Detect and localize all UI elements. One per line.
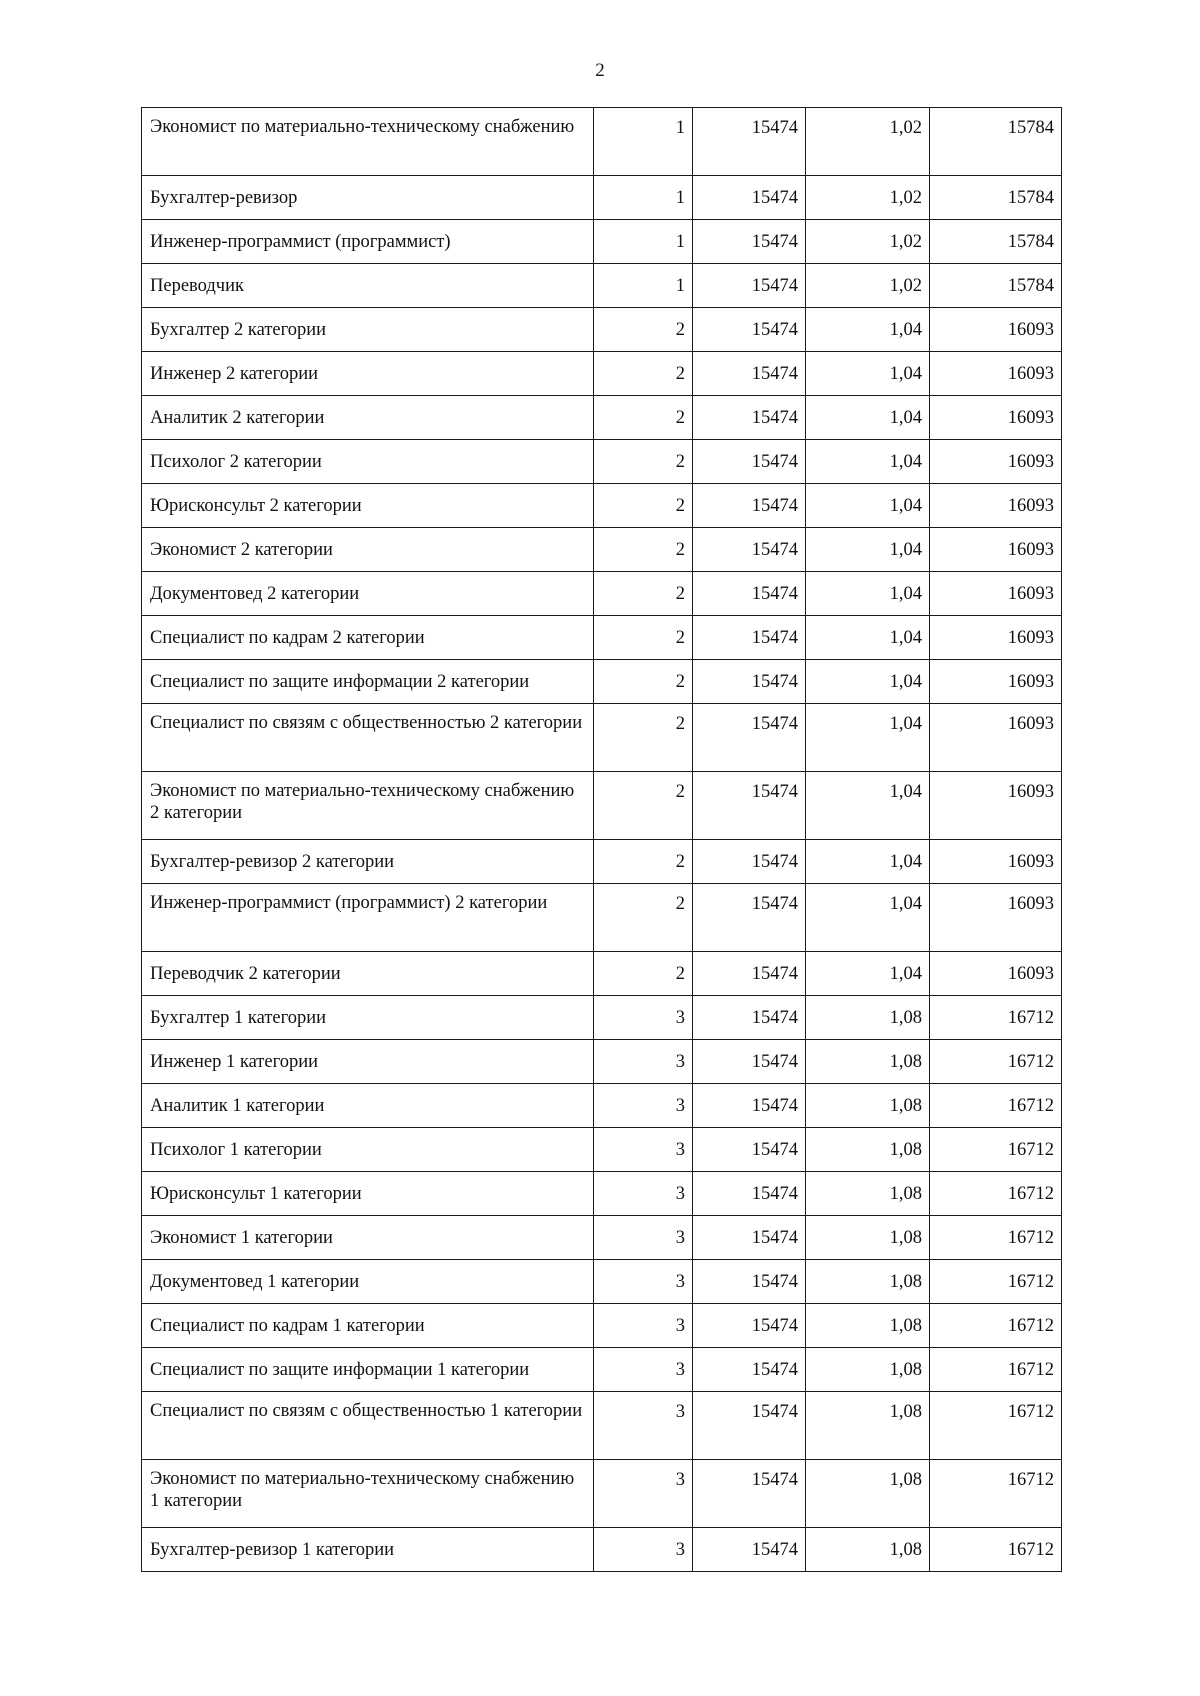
coefficient-cell: 1,04: [806, 884, 930, 952]
base-salary-cell: 15474: [693, 996, 806, 1040]
coefficient-cell: 1,02: [806, 264, 930, 308]
base-salary-cell: 15474: [693, 840, 806, 884]
coefficient-cell: 1,08: [806, 996, 930, 1040]
base-salary-cell: 15474: [693, 264, 806, 308]
position-name-cell: Инженер 2 категории: [142, 352, 594, 396]
coefficient-cell: 1,08: [806, 1084, 930, 1128]
table-row: [142, 352, 1062, 396]
position-name-cell: Бухгалтер-ревизор 1 категории: [142, 1528, 594, 1572]
salary-cell: 15784: [930, 264, 1062, 308]
qualification-level-cell: 2: [594, 308, 693, 352]
salary-cell: 16712: [930, 1304, 1062, 1348]
salary-cell: 16093: [930, 484, 1062, 528]
base-salary-cell: 15474: [693, 528, 806, 572]
base-salary-cell: 15474: [693, 772, 806, 840]
table-row: [142, 1128, 1062, 1172]
coefficient-cell: 1,02: [806, 176, 930, 220]
table-row: [142, 1172, 1062, 1216]
position-name-cell: Экономист по материально-техническому снабжению: [142, 108, 594, 176]
position-name-cell: Специалист по защите информации 2 категории: [142, 660, 594, 704]
table-row: [142, 440, 1062, 484]
table-row: [142, 952, 1062, 996]
salary-cell: 15784: [930, 108, 1062, 176]
table-row: [142, 176, 1062, 220]
qualification-level-cell: 2: [594, 440, 693, 484]
position-name-cell: Инженер 1 категории: [142, 1040, 594, 1084]
table-row: [142, 1392, 1062, 1460]
table-row: [142, 1304, 1062, 1348]
position-name-cell: Специалист по связям с общественностью 2 категории: [142, 704, 594, 772]
qualification-level-cell: 3: [594, 1216, 693, 1260]
coefficient-cell: 1,04: [806, 772, 930, 840]
coefficient-cell: 1,04: [806, 440, 930, 484]
salary-cell: 16093: [930, 840, 1062, 884]
salary-cell: 16712: [930, 1392, 1062, 1460]
salary-table: [141, 107, 1062, 1572]
qualification-level-cell: 2: [594, 484, 693, 528]
base-salary-cell: 15474: [693, 352, 806, 396]
coefficient-cell: 1,08: [806, 1260, 930, 1304]
position-name-cell: Аналитик 2 категории: [142, 396, 594, 440]
base-salary-cell: 15474: [693, 1216, 806, 1260]
position-name-cell: Специалист по кадрам 2 категории: [142, 616, 594, 660]
coefficient-cell: 1,04: [806, 840, 930, 884]
coefficient-cell: 1,04: [806, 528, 930, 572]
table-row: [142, 1084, 1062, 1128]
table-row: [142, 996, 1062, 1040]
salary-cell: 15784: [930, 220, 1062, 264]
table-row: [142, 772, 1062, 840]
salary-cell: 16093: [930, 396, 1062, 440]
salary-cell: 16093: [930, 884, 1062, 952]
coefficient-cell: 1,02: [806, 220, 930, 264]
base-salary-cell: 15474: [693, 952, 806, 996]
coefficient-cell: 1,08: [806, 1392, 930, 1460]
table-row: [142, 660, 1062, 704]
qualification-level-cell: 3: [594, 1304, 693, 1348]
base-salary-cell: 15474: [693, 1348, 806, 1392]
base-salary-cell: 15474: [693, 1260, 806, 1304]
salary-cell: 16712: [930, 1040, 1062, 1084]
qualification-level-cell: 2: [594, 840, 693, 884]
base-salary-cell: 15474: [693, 1392, 806, 1460]
qualification-level-cell: 3: [594, 1348, 693, 1392]
base-salary-cell: 15474: [693, 1040, 806, 1084]
position-name-cell: Инженер-программист (программист): [142, 220, 594, 264]
qualification-level-cell: 2: [594, 352, 693, 396]
table-row: [142, 1348, 1062, 1392]
position-name-cell: Экономист по материально-техническому снабжению 1 категории: [142, 1460, 594, 1528]
base-salary-cell: 15474: [693, 108, 806, 176]
table-row: [142, 528, 1062, 572]
coefficient-cell: 1,04: [806, 352, 930, 396]
qualification-level-cell: 2: [594, 572, 693, 616]
base-salary-cell: 15474: [693, 884, 806, 952]
salary-cell: 16093: [930, 308, 1062, 352]
qualification-level-cell: 1: [594, 176, 693, 220]
coefficient-cell: 1,08: [806, 1216, 930, 1260]
qualification-level-cell: 2: [594, 660, 693, 704]
coefficient-cell: 1,08: [806, 1040, 930, 1084]
base-salary-cell: 15474: [693, 1128, 806, 1172]
position-name-cell: Бухгалтер 2 категории: [142, 308, 594, 352]
table-row: [142, 220, 1062, 264]
position-name-cell: Юрисконсульт 2 категории: [142, 484, 594, 528]
position-name-cell: Специалист по кадрам 1 категории: [142, 1304, 594, 1348]
salary-cell: 16712: [930, 1260, 1062, 1304]
salary-cell: 16093: [930, 660, 1062, 704]
qualification-level-cell: 1: [594, 108, 693, 176]
base-salary-cell: 15474: [693, 308, 806, 352]
salary-cell: 16093: [930, 572, 1062, 616]
coefficient-cell: 1,04: [806, 572, 930, 616]
salary-cell: 16712: [930, 1348, 1062, 1392]
position-name-cell: Аналитик 1 категории: [142, 1084, 594, 1128]
table-row: [142, 884, 1062, 952]
table-row: [142, 308, 1062, 352]
coefficient-cell: 1,04: [806, 660, 930, 704]
position-name-cell: Психолог 2 категории: [142, 440, 594, 484]
coefficient-cell: 1,08: [806, 1348, 930, 1392]
base-salary-cell: 15474: [693, 1528, 806, 1572]
qualification-level-cell: 3: [594, 1128, 693, 1172]
base-salary-cell: 15474: [693, 440, 806, 484]
salary-cell: 16712: [930, 1084, 1062, 1128]
table-row: [142, 1460, 1062, 1528]
salary-cell: 16093: [930, 352, 1062, 396]
salary-table-body: [142, 108, 1062, 1572]
coefficient-cell: 1,08: [806, 1460, 930, 1528]
salary-cell: 16093: [930, 528, 1062, 572]
qualification-level-cell: 2: [594, 616, 693, 660]
coefficient-cell: 1,04: [806, 396, 930, 440]
qualification-level-cell: 3: [594, 996, 693, 1040]
base-salary-cell: 15474: [693, 1084, 806, 1128]
position-name-cell: Переводчик 2 категории: [142, 952, 594, 996]
position-name-cell: Экономист по материально-техническому снабжению 2 категории: [142, 772, 594, 840]
coefficient-cell: 1,02: [806, 108, 930, 176]
coefficient-cell: 1,08: [806, 1528, 930, 1572]
coefficient-cell: 1,04: [806, 616, 930, 660]
salary-cell: 16712: [930, 996, 1062, 1040]
qualification-level-cell: 2: [594, 704, 693, 772]
position-name-cell: Документовед 1 категории: [142, 1260, 594, 1304]
base-salary-cell: 15474: [693, 1460, 806, 1528]
table-row: [142, 704, 1062, 772]
salary-cell: 16093: [930, 440, 1062, 484]
coefficient-cell: 1,04: [806, 484, 930, 528]
base-salary-cell: 15474: [693, 704, 806, 772]
position-name-cell: Экономист 1 категории: [142, 1216, 594, 1260]
position-name-cell: Психолог 1 категории: [142, 1128, 594, 1172]
coefficient-cell: 1,08: [806, 1304, 930, 1348]
coefficient-cell: 1,08: [806, 1172, 930, 1216]
position-name-cell: Бухгалтер-ревизор: [142, 176, 594, 220]
table-row: [142, 484, 1062, 528]
qualification-level-cell: 3: [594, 1172, 693, 1216]
position-name-cell: Экономист 2 категории: [142, 528, 594, 572]
qualification-level-cell: 2: [594, 772, 693, 840]
salary-cell: 16093: [930, 772, 1062, 840]
base-salary-cell: 15474: [693, 220, 806, 264]
position-name-cell: Инженер-программист (программист) 2 категории: [142, 884, 594, 952]
qualification-level-cell: 2: [594, 396, 693, 440]
base-salary-cell: 15474: [693, 396, 806, 440]
salary-cell: 16712: [930, 1216, 1062, 1260]
table-row: [142, 616, 1062, 660]
salary-cell: 16093: [930, 704, 1062, 772]
base-salary-cell: 15474: [693, 572, 806, 616]
table-row: [142, 1260, 1062, 1304]
base-salary-cell: 15474: [693, 1172, 806, 1216]
position-name-cell: Юрисконсульт 1 категории: [142, 1172, 594, 1216]
position-name-cell: Специалист по защите информации 1 категории: [142, 1348, 594, 1392]
salary-cell: 16712: [930, 1128, 1062, 1172]
table-row: [142, 572, 1062, 616]
base-salary-cell: 15474: [693, 176, 806, 220]
coefficient-cell: 1,08: [806, 1128, 930, 1172]
qualification-level-cell: 1: [594, 220, 693, 264]
qualification-level-cell: 3: [594, 1260, 693, 1304]
position-name-cell: Бухгалтер-ревизор 2 категории: [142, 840, 594, 884]
table-row: [142, 1528, 1062, 1572]
salary-cell: 15784: [930, 176, 1062, 220]
table-row: [142, 840, 1062, 884]
coefficient-cell: 1,04: [806, 952, 930, 996]
position-name-cell: Документовед 2 категории: [142, 572, 594, 616]
table-row: [142, 1040, 1062, 1084]
salary-table-container: [141, 107, 1061, 1572]
coefficient-cell: 1,04: [806, 308, 930, 352]
table-row: [142, 1216, 1062, 1260]
qualification-level-cell: 3: [594, 1392, 693, 1460]
table-row: [142, 264, 1062, 308]
position-name-cell: Бухгалтер 1 категории: [142, 996, 594, 1040]
page-number: 2: [595, 60, 605, 81]
base-salary-cell: 15474: [693, 660, 806, 704]
qualification-level-cell: 2: [594, 884, 693, 952]
salary-cell: 16712: [930, 1528, 1062, 1572]
position-name-cell: Переводчик: [142, 264, 594, 308]
table-row: [142, 108, 1062, 176]
position-name-cell: Специалист по связям с общественностью 1 категории: [142, 1392, 594, 1460]
base-salary-cell: 15474: [693, 484, 806, 528]
qualification-level-cell: 3: [594, 1528, 693, 1572]
qualification-level-cell: 2: [594, 528, 693, 572]
salary-cell: 16093: [930, 952, 1062, 996]
table-row: [142, 396, 1062, 440]
qualification-level-cell: 3: [594, 1460, 693, 1528]
qualification-level-cell: 3: [594, 1040, 693, 1084]
base-salary-cell: 15474: [693, 616, 806, 660]
qualification-level-cell: 3: [594, 1084, 693, 1128]
qualification-level-cell: 2: [594, 952, 693, 996]
coefficient-cell: 1,04: [806, 704, 930, 772]
salary-cell: 16712: [930, 1172, 1062, 1216]
qualification-level-cell: 1: [594, 264, 693, 308]
base-salary-cell: 15474: [693, 1304, 806, 1348]
salary-cell: 16712: [930, 1460, 1062, 1528]
salary-cell: 16093: [930, 616, 1062, 660]
